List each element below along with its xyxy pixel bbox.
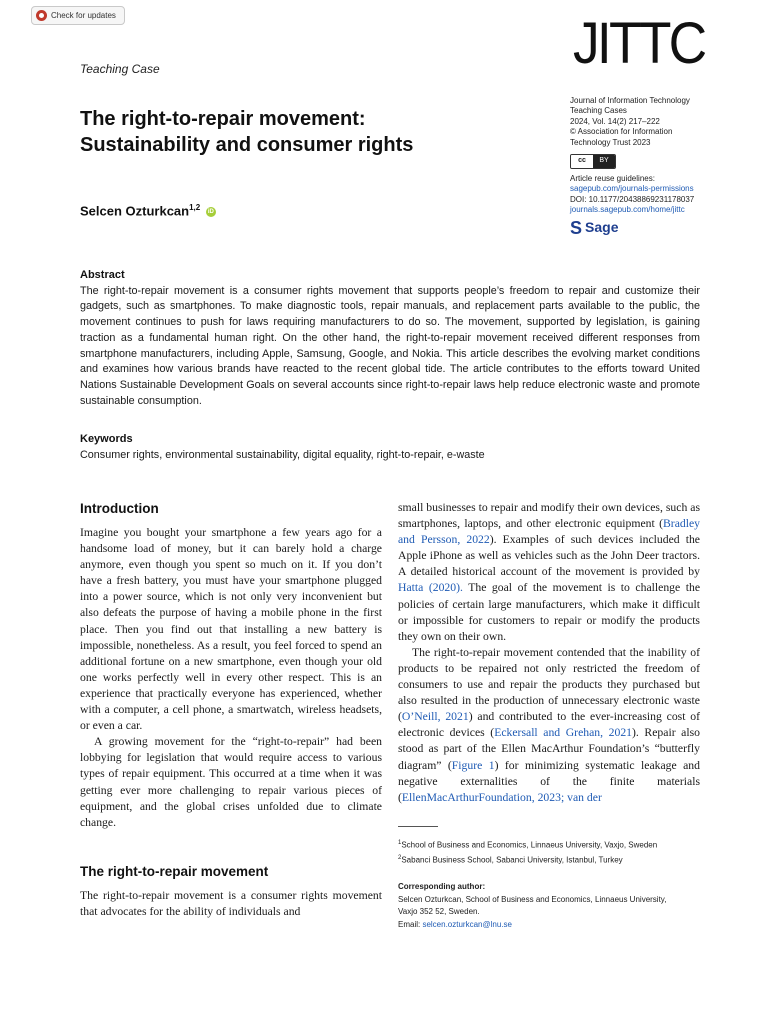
text-run: ) for minimizing systematic leakage and negative externalities of the finite materials (	[398, 758, 700, 804]
abstract-text: The right-to-repair movement is a consumer rights movement that supports people’s freedom to repair and customize their gadgets, such as smartphones. To make diagnostic tools, repair manuals, and replacement parts available to the public, the movement continues to push for laws requiring manufacturers to do so. The movement, supported by legislation, is gaining traction as a fundamental human right. On the other hand, the right-to-repair movement received different responses from smartphone manufacturers, including Apple, Samsung, Google, and Nokia. This article describes the evolving market conditions and examines how various brands have reacted to the recent global tide. The article contributes to the efforts toward United Nations Sustainable Development Goals on several accounts since right-to-repair laws help reduce electronic waste and promote sustainable consumption.	[80, 284, 700, 407]
section2-paragraph-1: The right-to-repair movement is a consumer rights movement that advocates for the ability of individuals and	[80, 888, 382, 918]
text-run: ) and contributed to the ever-increasing cost of electronic devices (	[398, 710, 700, 740]
journal-info-line: Journal of Information Technology	[570, 96, 690, 105]
journal-info-line: © Association for Information	[570, 127, 673, 137]
keywords-heading: Keywords	[80, 433, 133, 445]
reuse-label: Article reuse guidelines:	[570, 174, 655, 184]
text-run: small businesses to repair and modify their own devices, such as smartphones, laptops, and other electronic equipment (	[398, 501, 700, 531]
author-line	[80, 203, 216, 218]
right-paragraph-1	[398, 500, 700, 645]
author-affiliation: 1,2	[189, 203, 201, 212]
abstract-heading: Abstract	[80, 269, 125, 281]
citation-link[interactable]: EllenMacArthurFoundation, 2023; van der	[401, 790, 602, 804]
citation-link[interactable]: Eckersall and Grehan, 2021	[494, 726, 633, 740]
email-line	[398, 919, 700, 932]
orcid-icon[interactable]: iD	[207, 208, 214, 215]
corresponding-author-label: Corresponding author:	[398, 882, 486, 892]
cc-by-license-icon[interactable]	[570, 154, 616, 169]
sage-mark-icon: S	[570, 217, 583, 238]
footnote-2	[398, 852, 700, 867]
section-heading-right-to-repair: The right-to-repair movement	[80, 863, 269, 879]
right-column	[398, 500, 700, 806]
footnote-text: Sabanci Business School, Sabanci University, Istanbul, Turkey	[401, 855, 623, 865]
introduction-heading: Introduction	[80, 501, 159, 516]
journal-info-line: 2024, Vol. 14(2) 217–222	[570, 116, 660, 126]
footnote-text: School of Business and Economics, Linnaeus University, Vaxjo, Sweden	[401, 840, 658, 850]
figure-link[interactable]: Figure 1	[451, 758, 495, 772]
text-run: The right-to-repair movement contended that the inability of products to be repaired not only restricted the freedom of consumers to use and repair the products they purchased but also resulted in the production of unnecessary electronic waste (	[398, 645, 700, 724]
journal-logo: JITTC	[573, 11, 705, 76]
keywords	[80, 432, 700, 463]
citation-link[interactable]: Bradley and Persson, 2022	[398, 517, 700, 547]
right-paragraph-2	[398, 645, 700, 806]
doi: DOI: 10.1177/20438869231178037	[570, 194, 695, 204]
cc-icon: cc	[571, 155, 593, 168]
footnotes	[398, 826, 700, 931]
text-run: ). Examples of such devices included the Apple iPhone as well as vehicles such as the John Deer tractors. A detailed historical account of the movement is provided by	[398, 533, 700, 579]
author-name: Selcen Ozturkcan	[80, 203, 190, 219]
text-run: ). Repair also stood as part of the Ellen MacArthur Foundation’s “butterfly diagram” (	[398, 726, 701, 772]
journal-homepage-link[interactable]: journals.sagepub.com/home/jittc	[570, 205, 685, 215]
footnote-1	[398, 837, 700, 852]
sage-logo	[570, 217, 720, 238]
footnote-divider	[398, 826, 438, 827]
intro-paragraph-2: A growing movement for the “right-to-repair” had been lobbying for legislation that would require access to various types of repair equipment. This occurred at a time when it was getting ever more challenging to repair various pieces of equipment, and the global crises unfolded due to climate change.	[80, 735, 382, 829]
article-title	[80, 106, 520, 158]
corresponding-author-line: Selcen Ozturkcan, School of Business and Economics, Linnaeus University,	[398, 894, 667, 904]
journal-info	[570, 96, 720, 236]
update-status-icon	[36, 10, 47, 21]
check-for-updates-badge[interactable]	[31, 6, 125, 25]
citation-link[interactable]: Hatta (2020).	[398, 581, 463, 595]
citation-link[interactable]: O’Neill, 2021	[401, 710, 469, 724]
publisher-name: Sage	[585, 219, 619, 236]
by-icon: BY	[593, 155, 615, 168]
footnote-mark: 1	[398, 840, 402, 846]
article-type: Teaching Case	[80, 62, 160, 76]
email-link[interactable]: selcen.ozturkcan@lnu.se	[422, 919, 512, 929]
abstract	[80, 268, 700, 409]
permissions-link[interactable]: sagepub.com/journals-permissions	[570, 184, 694, 194]
text-run: The goal of the movement is to challenge the policies of certain large manufacturers, which make it difficult or impossible for customers to repair or modify the products they own on their own.	[398, 581, 701, 643]
left-column	[80, 500, 382, 920]
footnote-mark: 2	[398, 855, 402, 862]
title-line-2: Sustainability and consumer rights	[80, 134, 414, 156]
check-for-updates-label: Check for updates	[51, 11, 116, 20]
keywords-text: Consumer rights, environmental sustainability, digital equality, right-to-repair, e-waste	[80, 448, 485, 461]
journal-info-line: Technology Trust 2023	[570, 137, 651, 147]
corresponding-author	[398, 881, 700, 931]
title-line-1: The right-to-repair movement:	[80, 108, 366, 130]
journal-info-line: Teaching Cases	[570, 106, 627, 116]
corresponding-author-line: Vaxjo 352 52, Sweden.	[398, 907, 480, 917]
email-label: Email:	[398, 919, 423, 929]
intro-paragraph-1: Imagine you bought your smartphone a few years ago for a handsome load of money, but it can barely hold a charge anymore, even though you spent so much on it. If you don’t have a fresh battery, you must have your smartphone plugged into a power source, which is not only very inconvenient but also defeats the purpose of having a mobile phone in the first place. Then you find out that installing a new battery is impossible, nonetheless. As a result, you feel forced to spend an additional fortune on a new smartphone, even though your old one works perfectly well in every other respect. This is an experience that practically everyone has experienced, whether with a computer, a cell phone, a smartwatch, wireless headsets, or even a car.	[80, 526, 382, 733]
